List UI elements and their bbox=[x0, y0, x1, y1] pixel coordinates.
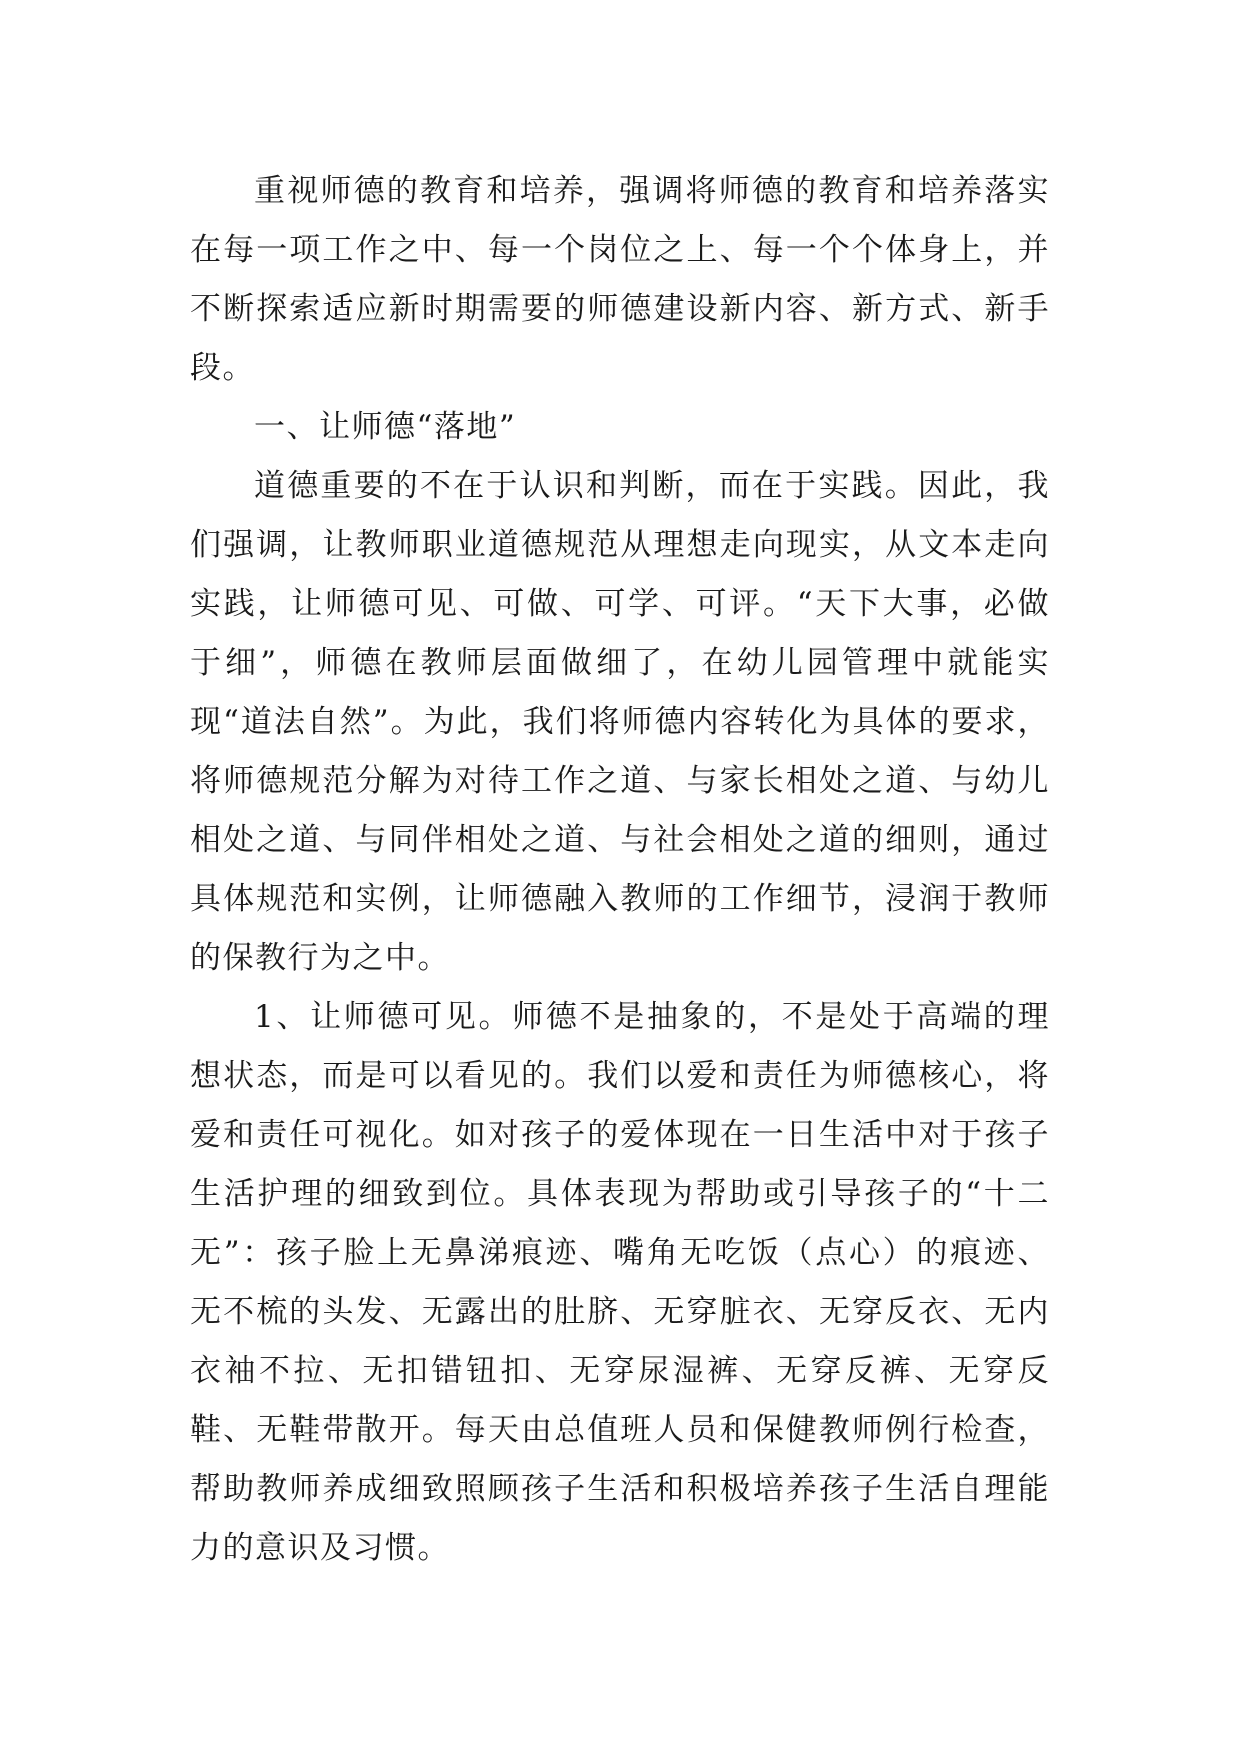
section-heading: 一、让师德“落地” bbox=[254, 409, 517, 445]
document-body bbox=[190, 162, 1050, 1578]
paragraph-intro: 重视师德的教育和培养，强调将师德的教育和培养落实在每一项工作之中、每一个岗位之上、每一个个体身上，并不断探索适应新时期需要的师德建设新内容、新方式、新手段。 bbox=[190, 173, 1050, 386]
paragraph-visible: 1、让师德可见。师德不是抽象的，不是处于高端的理想状态，而是可以看见的。我们以爱和责任为师德核心，将爱和责任可视化。如对孩子的爱体现在一日生活中对于孩子生活护理的细致到位。具体表现为帮助或引导孩子的“十二无”：孩子脸上无鼻涕痕迹、嘴角无吃饭（点心）的痕迹、无不梳的头发、无露出的肚脐、无穿脏衣、无穿反衣、无内衣袖不拉、无扣错钮扣、无穿尿湿裤、无穿反裤、无穿反鞋、无鞋带散开。每天由总值班人员和保健教师例行检查，帮助教师养成细致照顾孩子生活和积极培养孩子生活自理能力的意识及习惯。 bbox=[190, 999, 1050, 1566]
paragraph-practice: 道德重要的不在于认识和判断，而在于实践。因此，我们强调，让教师职业道德规范从理想走向现实，从文本走向实践，让师德可见、可做、可学、可评。“天下大事，必做于细”，师德在教师层面做细了，在幼儿园管理中就能实现“道法自然”。为此，我们将师德内容转化为具体的要求，将师德规范分解为对待工作之道、与家长相处之道、与幼儿相处之道、与同伴相处之道、与社会相处之道的细则，通过具体规范和实例，让师德融入教师的工作细节，浸润于教师的保教行为之中。 bbox=[190, 468, 1050, 976]
